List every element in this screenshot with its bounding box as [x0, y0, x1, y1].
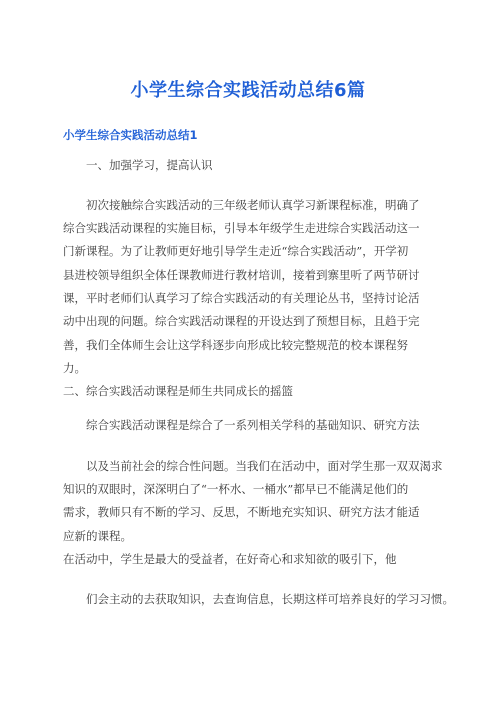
paragraph-line: 门新课程。为了让教师更好地引导学生走近“综合实践活动”，开学初: [63, 244, 409, 258]
paragraph-line: 需求，教师只有不断的学习、反思，不断地充实知识、研究方法才能适: [63, 505, 420, 519]
paragraph-line: 力。: [63, 361, 86, 375]
paragraph-line: 课，平时老师们认真学习了综合实践活动的有关理论丛书，坚持讨论活: [63, 291, 420, 305]
section-heading: 小学生综合实践活动总结1: [63, 128, 198, 142]
paragraph-line: 们会主动的去获取知识，去查询信息，长期这样可培养良好的学习习惯。: [86, 592, 454, 606]
paragraph-line: 以及当前社会的综合性问题。当我们在活动中，面对学生那一双双渴求: [86, 459, 443, 473]
paragraph-line: 在活动中，学生是最大的受益者，在好奇心和求知欲的吸引下，他: [63, 552, 397, 566]
paragraph-line: 县进校领导组织全体任课教师进行教材培训，接着到寨里听了两节研讨: [63, 268, 420, 282]
paragraph-line: 应新的课程。: [63, 529, 132, 543]
paragraph-line: 综合实践活动课程的实施目标，引导本年级学生走进综合实践活动这一: [63, 221, 420, 235]
paragraph-line: 善，我们全体师生会让这学科逐步向形成比较完整规范的校本课程努: [63, 338, 408, 352]
paragraph-line: 动中出现的问题。综合实践活动课程的开设达到了预想目标，且趋于完: [63, 314, 420, 328]
paragraph-line: 初次接触综合实践活动的三年级老师认真学习新课程标准，明确了: [86, 198, 420, 212]
paragraph-line: 知识的双眼时，深深明白了“一杯水、一桶水”都早已不能满足他们的: [63, 482, 409, 496]
paragraph-line: 二、综合实践活动课程是师生共同成长的摇篮: [63, 384, 293, 398]
document-title: 小学生综合实践活动总结6篇: [130, 80, 366, 101]
paragraph-heading-2: 综合实践活动课程是综合了一系列相关学科的基础知识、研究方法: [86, 418, 420, 432]
paragraph-heading-1: 一、加强学习，提高认识: [86, 158, 213, 172]
